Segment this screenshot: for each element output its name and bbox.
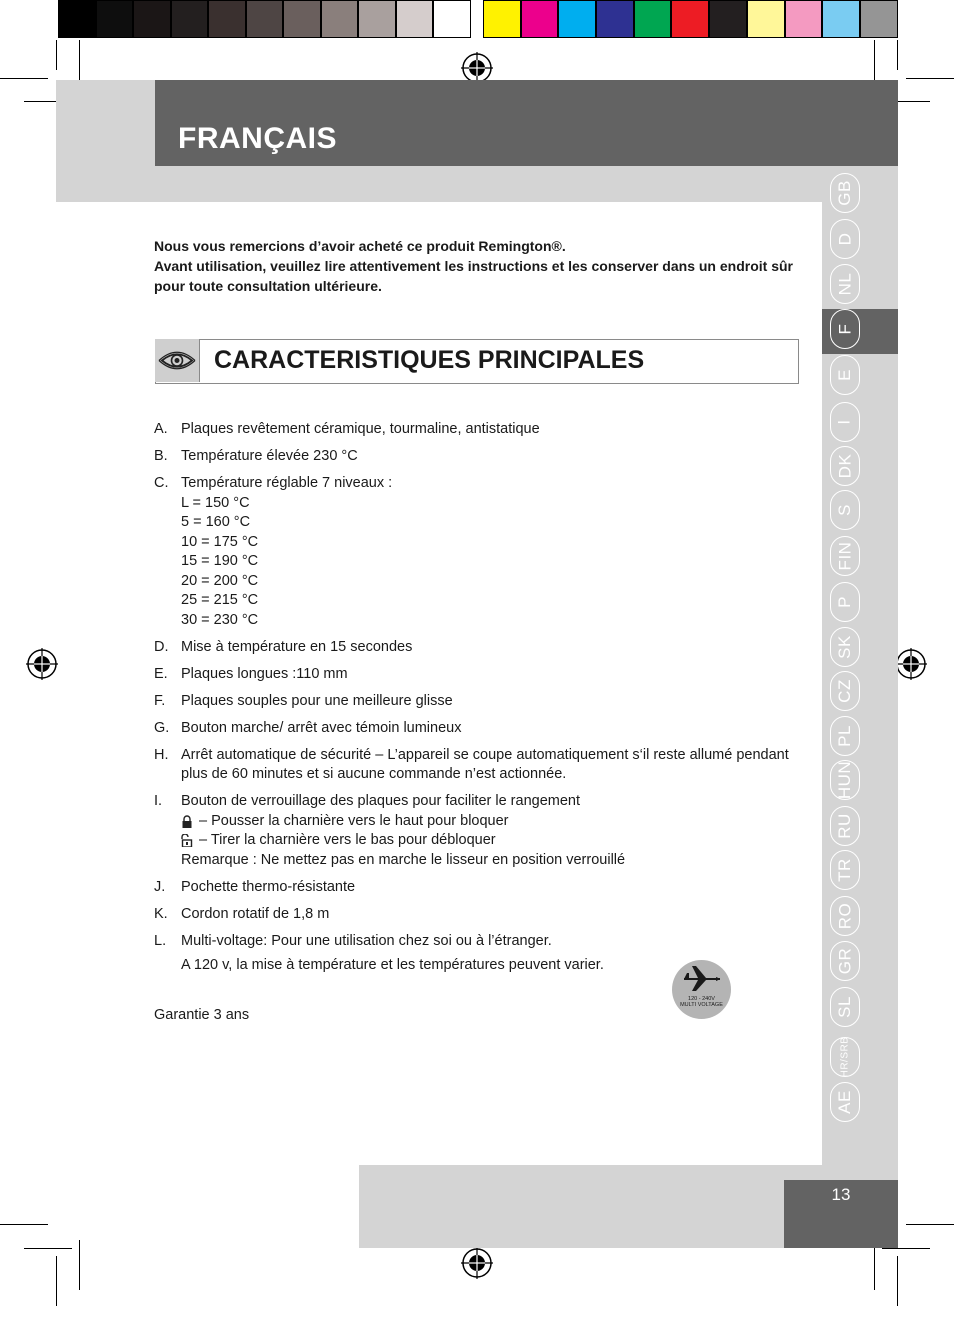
language-tab-sk[interactable]	[830, 627, 860, 667]
language-tab-gr[interactable]	[830, 941, 860, 981]
item-letter: C.	[154, 475, 169, 491]
item-text: Température élevée 230 °C	[181, 448, 358, 464]
language-tab-label: S	[835, 504, 854, 516]
language-tab-label: NL	[834, 272, 854, 296]
language-tab-label: CZ	[834, 679, 854, 703]
temperature-level: 25 = 215 °C	[181, 592, 259, 608]
color-calibration-bar	[483, 0, 898, 38]
language-tab-gb[interactable]	[830, 173, 860, 213]
item-text: Plaques souples pour une meilleure glisse	[181, 692, 453, 709]
language-tab-s[interactable]	[830, 490, 860, 530]
item-text: Mise à température en 15 secondes	[181, 638, 413, 655]
color-swatch	[133, 0, 171, 38]
item-text-block	[181, 792, 794, 870]
color-swatch	[521, 0, 559, 38]
language-tab-cz[interactable]	[830, 671, 860, 711]
crop-mark	[79, 1240, 80, 1290]
item-letter: L.	[154, 932, 167, 949]
language-tab-label: F	[834, 323, 854, 335]
color-swatch	[246, 0, 284, 38]
crop-mark	[56, 40, 57, 70]
language-tab-label: TR	[834, 858, 854, 882]
language-tab-dk[interactable]	[830, 446, 860, 486]
list-item	[154, 474, 794, 630]
page-number: 13	[831, 1185, 851, 1204]
registration-mark-icon	[461, 1247, 493, 1279]
list-item	[154, 792, 794, 870]
language-tab-label: FIN	[835, 541, 855, 571]
color-swatch	[558, 0, 596, 38]
crop-mark	[897, 40, 898, 70]
language-tab-label: P	[835, 596, 854, 608]
temperature-level: 15 = 190 °C	[181, 553, 259, 569]
list-item	[154, 420, 794, 440]
grayscale-calibration-bar	[58, 0, 471, 38]
color-swatch	[634, 0, 672, 38]
crop-mark	[897, 1256, 898, 1306]
intro-text	[154, 236, 794, 296]
language-tab-pl[interactable]	[830, 716, 860, 756]
item-text: Température réglable 7 niveaux :	[181, 475, 393, 491]
list-item	[154, 638, 794, 658]
language-tab-label: PL	[834, 725, 854, 747]
item-letter: H.	[154, 746, 169, 763]
color-swatch	[822, 0, 860, 38]
item-letter: F.	[154, 692, 166, 709]
language-tab-label: D	[835, 232, 854, 246]
item-text: Bouton de verrouillage des plaques pour faciliter le rangement	[181, 793, 580, 809]
crop-mark	[56, 1256, 57, 1306]
temperature-level: 10 = 175 °C	[181, 533, 259, 550]
color-swatch	[671, 0, 709, 38]
list-item	[154, 719, 794, 739]
item-text-block	[181, 474, 794, 630]
registration-mark-icon	[895, 648, 927, 680]
color-swatch	[58, 0, 96, 38]
color-swatch	[321, 0, 359, 38]
color-swatch	[358, 0, 396, 38]
lock-closed-icon	[181, 815, 193, 828]
language-tab-f[interactable]	[830, 309, 860, 349]
item-letter: D.	[154, 638, 169, 655]
badge-text	[672, 996, 731, 1008]
item-letter: B.	[154, 448, 168, 464]
crop-mark	[906, 78, 954, 79]
crop-mark	[0, 1224, 48, 1225]
language-tab-label: GR	[835, 947, 854, 975]
item-text: Bouton marche/ arrêt avec témoin lumineux	[181, 719, 462, 736]
section-title: CARACTERISTIQUES PRINCIPALES	[214, 346, 645, 374]
list-item	[154, 692, 794, 712]
language-tab-hr-srb[interactable]	[830, 1037, 860, 1077]
list-item	[154, 447, 794, 467]
features-list	[154, 420, 794, 983]
color-swatch	[785, 0, 823, 38]
color-swatch	[860, 0, 898, 38]
unlock-line	[181, 831, 794, 851]
color-swatch	[433, 0, 471, 38]
badge-voltage: 120 - 240V	[688, 996, 715, 1002]
color-swatch	[96, 0, 134, 38]
crop-mark	[0, 78, 48, 79]
item-letter: K.	[154, 905, 168, 922]
lock-line	[181, 812, 794, 832]
lock-open-icon	[181, 834, 193, 847]
language-tab-label: E	[835, 369, 854, 381]
item-text: Multi-voltage: Pour une utilisation chez soi ou à l’étranger.	[181, 932, 552, 949]
list-item	[154, 878, 794, 898]
item-letter: A.	[154, 421, 168, 437]
language-tab-ro[interactable]	[830, 896, 860, 936]
color-swatch	[208, 0, 246, 38]
language-tab-label: HR/SRB	[839, 1036, 851, 1078]
language-tab-hun[interactable]	[830, 760, 860, 800]
warranty-text: Garantie 3 ans	[154, 1007, 250, 1023]
crop-mark	[24, 1248, 72, 1249]
language-tab-tr[interactable]	[830, 850, 860, 890]
language-tab-label: HUN	[835, 760, 854, 800]
language-tab-e[interactable]	[830, 355, 860, 395]
list-item	[154, 746, 794, 785]
color-swatch	[171, 0, 209, 38]
crop-mark	[906, 1224, 954, 1225]
color-swatch	[596, 0, 634, 38]
item-letter: J.	[154, 878, 166, 895]
lock-instruction: – Pousser la charnière vers le haut pour bloquer	[199, 812, 509, 829]
language-tab-ru[interactable]	[830, 806, 860, 846]
item-text: Plaques longues :110 mm	[181, 665, 348, 682]
section-icon-box	[155, 339, 200, 382]
item-text: Pochette thermo-résistante	[181, 878, 356, 895]
temperature-level: 5 = 160 °C	[181, 514, 251, 530]
item-text: Arrêt automatique de sécurité – L’appareil se coupe automatiquement s‘il reste allumé pendant plus de 60 minutes et si aucune commande n’est actionnée.	[181, 746, 789, 782]
color-swatch	[396, 0, 434, 38]
language-tab-label: DK	[835, 453, 854, 479]
item-letter: G.	[154, 719, 170, 736]
page-title: FRANÇAIS	[178, 122, 337, 155]
color-swatch	[283, 0, 321, 38]
language-tab-p[interactable]	[830, 582, 860, 622]
intro-line-2: Avant utilisation, veuillez lire attentivement les instructions et les conserver dans un endroit sûr pour toute consultation ultérieure.	[154, 258, 793, 294]
item-text: Cordon rotatif de 1,8 m	[181, 905, 330, 922]
item-note: Remarque : Ne mettez pas en marche le lisseur en position verrouillé	[181, 851, 626, 868]
color-swatch	[709, 0, 747, 38]
language-tab-label: GB	[835, 180, 854, 206]
language-tab-label: RU	[835, 813, 854, 839]
multi-voltage-badge	[672, 960, 731, 1019]
language-tab-label: I	[834, 419, 854, 425]
color-swatch	[747, 0, 785, 38]
registration-mark-icon	[26, 648, 58, 680]
unlock-instruction: – Tirer la charnière vers le bas pour débloquer	[199, 832, 496, 848]
language-tab-label: SK	[835, 635, 854, 659]
item-text: Plaques revêtement céramique, tourmaline, antistatique	[181, 421, 540, 437]
crop-mark	[882, 1248, 930, 1249]
airplane-icon	[682, 964, 722, 992]
temperature-level: L = 150 °C	[181, 494, 250, 511]
language-tab-nl[interactable]	[830, 264, 860, 304]
temperature-level: 20 = 200 °C	[181, 572, 259, 589]
eye-icon	[155, 339, 199, 382]
intro-line-1: Nous vous remercions d’avoir acheté ce produit Remington®.	[154, 238, 566, 254]
language-tab-label: AE	[835, 1090, 854, 1114]
list-item	[154, 665, 794, 685]
badge-label: MULTI VOLTAGE	[680, 1002, 723, 1008]
language-tab-fin[interactable]	[830, 536, 860, 576]
language-tab-sl[interactable]	[830, 987, 860, 1027]
temperature-level: 30 = 230 °C	[181, 611, 259, 628]
language-tab-i[interactable]	[830, 402, 860, 442]
language-tab-label: SL	[834, 996, 854, 1018]
language-tab-d[interactable]	[830, 219, 860, 259]
language-tab-ae[interactable]	[830, 1082, 860, 1122]
item-note: A 120 v, la mise à température et les températures peuvent varier.	[181, 957, 604, 973]
item-letter: I.	[154, 793, 163, 809]
color-swatch	[483, 0, 521, 38]
list-item	[154, 905, 794, 925]
language-tab-label: RO	[835, 902, 854, 930]
item-letter: E.	[154, 665, 168, 682]
